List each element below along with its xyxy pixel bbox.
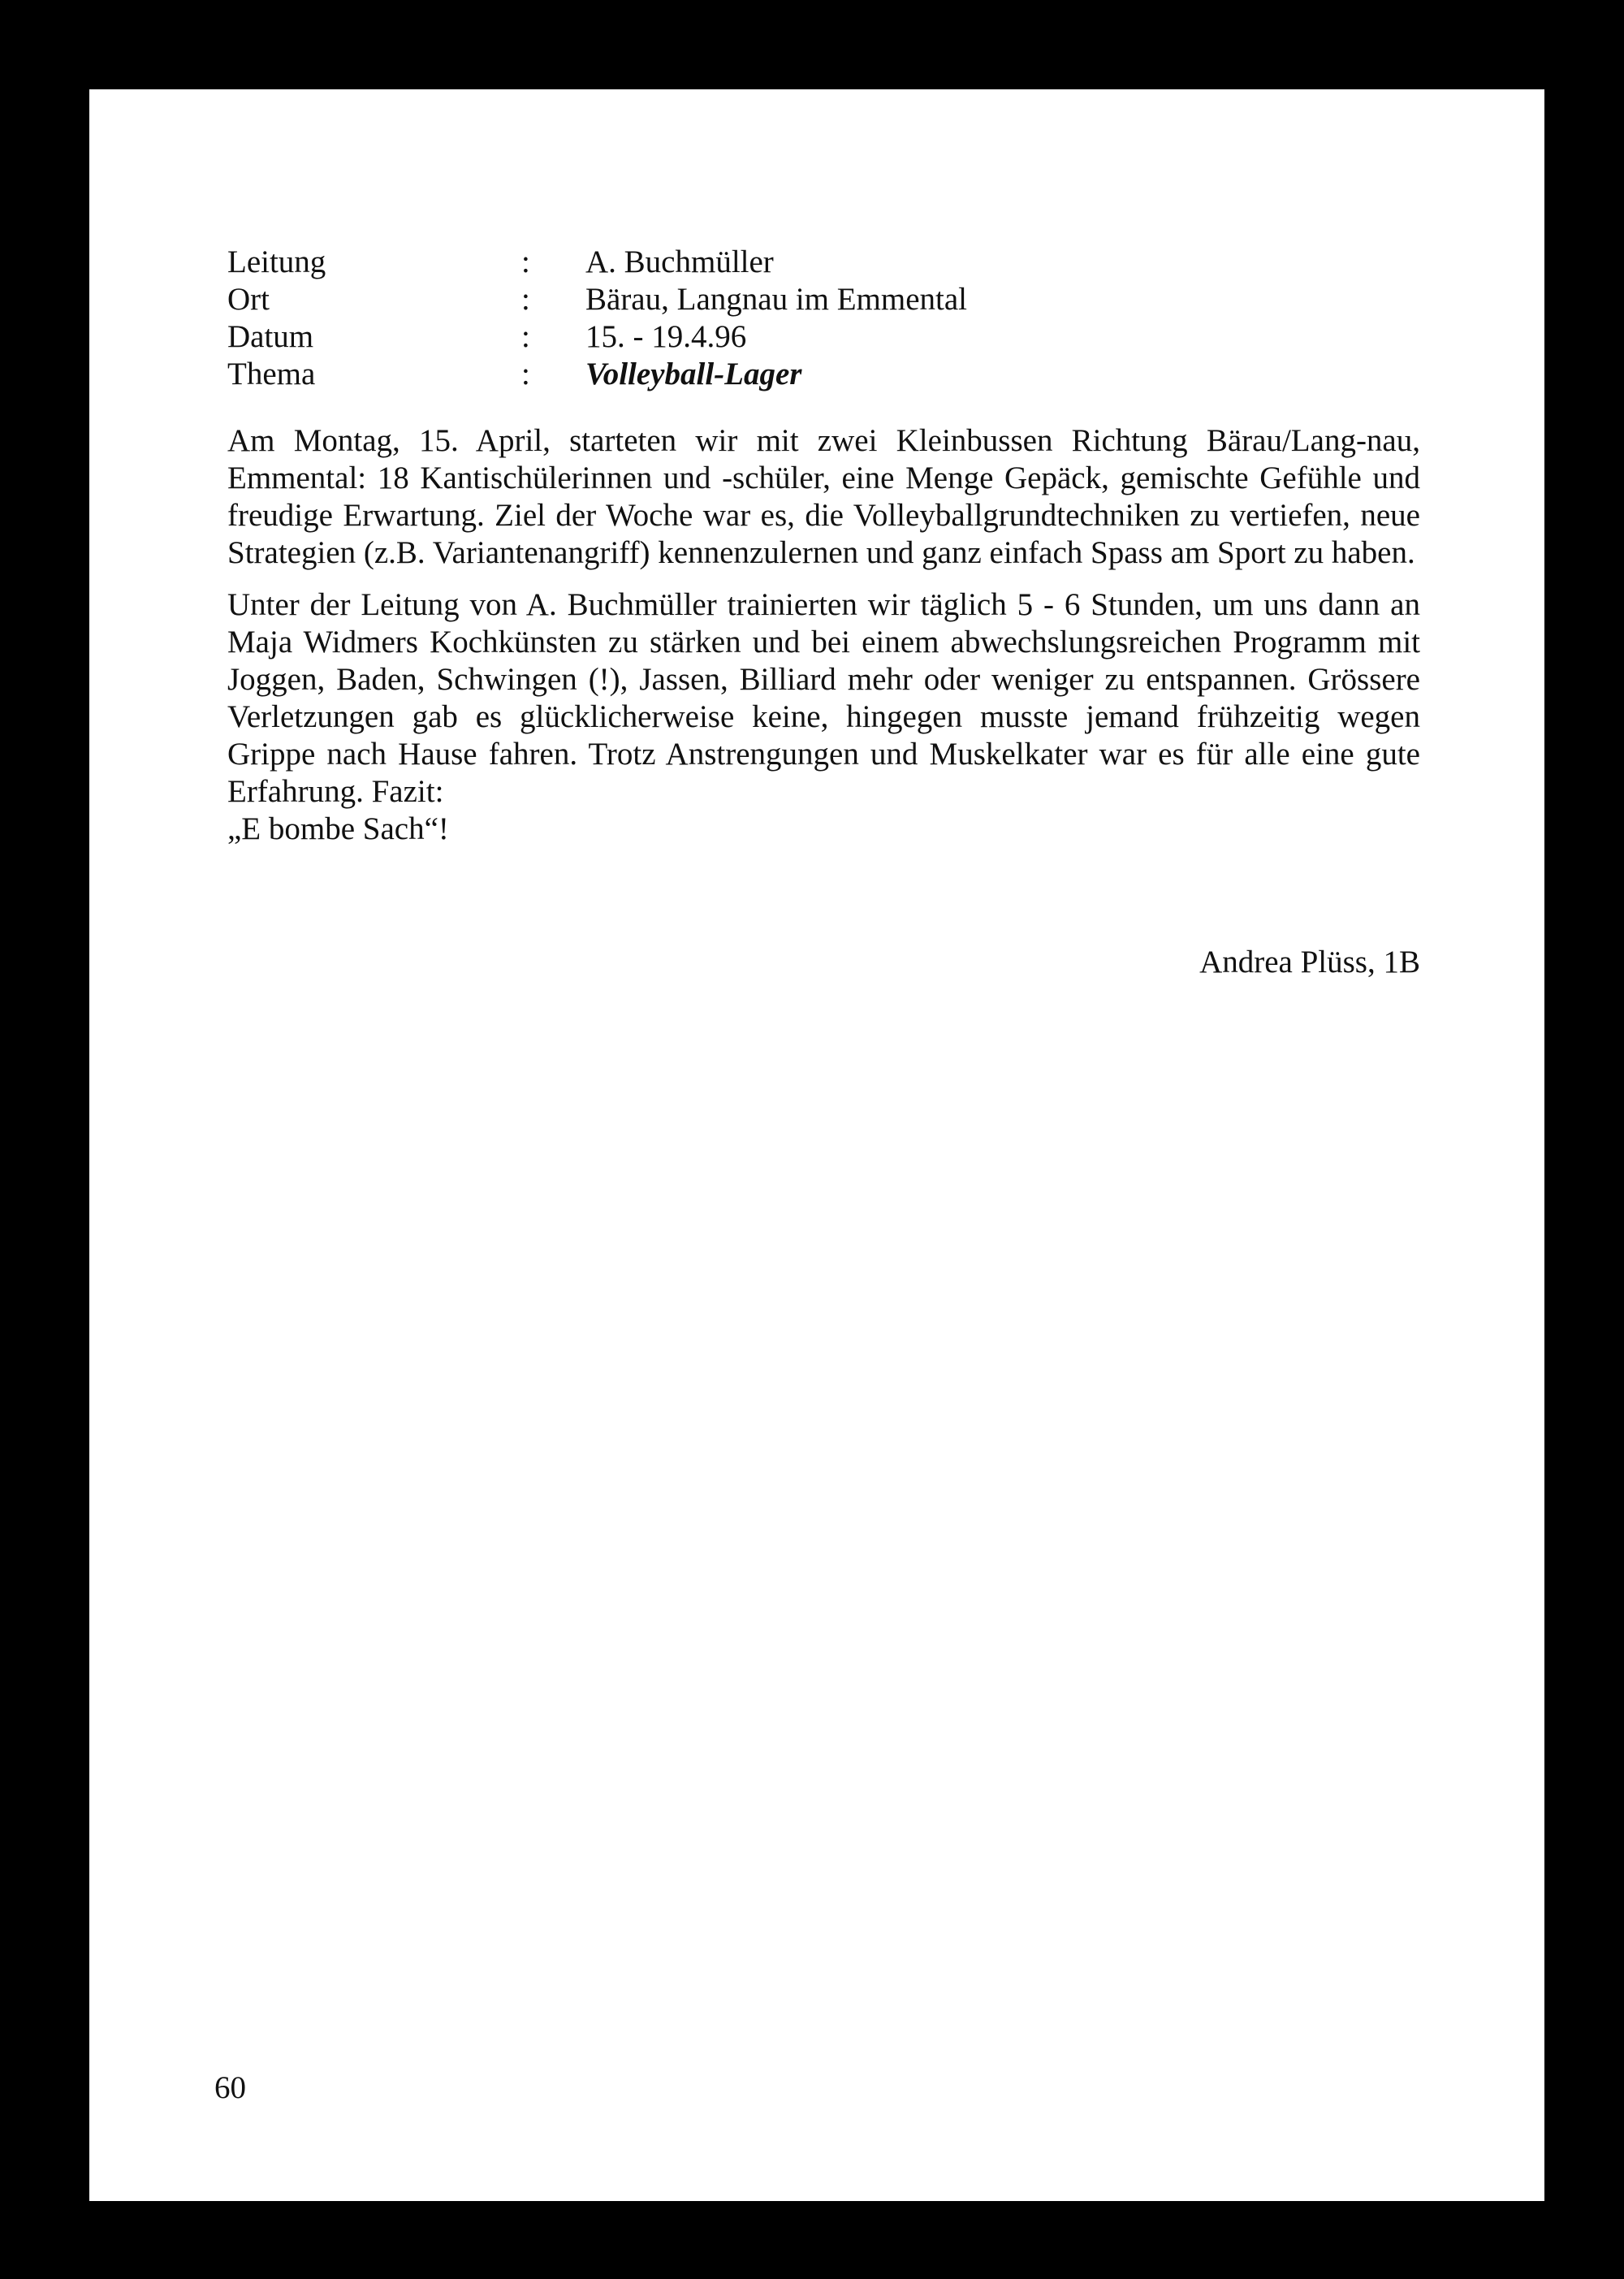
meta-colon: : (521, 357, 530, 391)
closing-quote: „E bombe Sach“! (227, 811, 449, 846)
meta-colon: : (521, 319, 530, 354)
meta-row-thema (227, 356, 1039, 393)
document-page (89, 89, 1544, 2201)
meta-value: A. Buchmüller (585, 244, 774, 279)
page-number: 60 (214, 2070, 246, 2105)
meta-label: Leitung (227, 244, 326, 279)
report-metadata (227, 244, 1039, 393)
meta-value-topic: Volleyball-Lager (585, 357, 802, 391)
meta-label: Datum (227, 319, 314, 354)
meta-colon: : (521, 282, 530, 317)
meta-row-ort (227, 281, 1039, 318)
paragraph-intro: Am Montag, 15. April, starteten wir mit zwei Kleinbussen Richtung Bärau/Lang-nau, Emmental: 18 Kantischülerinnen und -schüler, eine Menge Gepäck, gemischte Gefühle und freudige Erwartung. Ziel der Woche war es, die Volleyballgrundtechniken zu vertiefen, neue Strategien (z.B. Variantenangriff) kennenzulernen und ganz einfach Spass am Sport zu haben. (227, 423, 1420, 570)
paragraph-main-text: Unter der Leitung von A. Buchmüller trainierten wir täglich 5 - 6 Stunden, um uns dann an Maja Widmers Kochkünsten zu stärken und bei einem abwechslungsreichen Programm mit Joggen, Baden, Schwingen (!), Jassen, Billiard mehr oder weniger zu entspannen. Grössere Verletzungen gab es glücklicherweise keine, hingegen musste jemand frühzeitig wegen Grippe nach Hause fahren. Trotz Anstrengungen und Muskelkater war es für alle eine gute Erfahrung. Fazit: (227, 587, 1420, 809)
report-body (227, 422, 1420, 863)
meta-value: 15. - 19.4.96 (585, 319, 747, 354)
meta-value: Bärau, Langnau im Emmental (585, 282, 968, 317)
meta-row-datum (227, 318, 1039, 356)
author-signature: Andrea Plüss, 1B (1199, 945, 1420, 979)
meta-row-leitung (227, 244, 1039, 281)
meta-colon: : (521, 244, 530, 279)
meta-label: Ort (227, 282, 270, 317)
paragraph-main (227, 586, 1420, 848)
meta-label: Thema (227, 357, 316, 391)
